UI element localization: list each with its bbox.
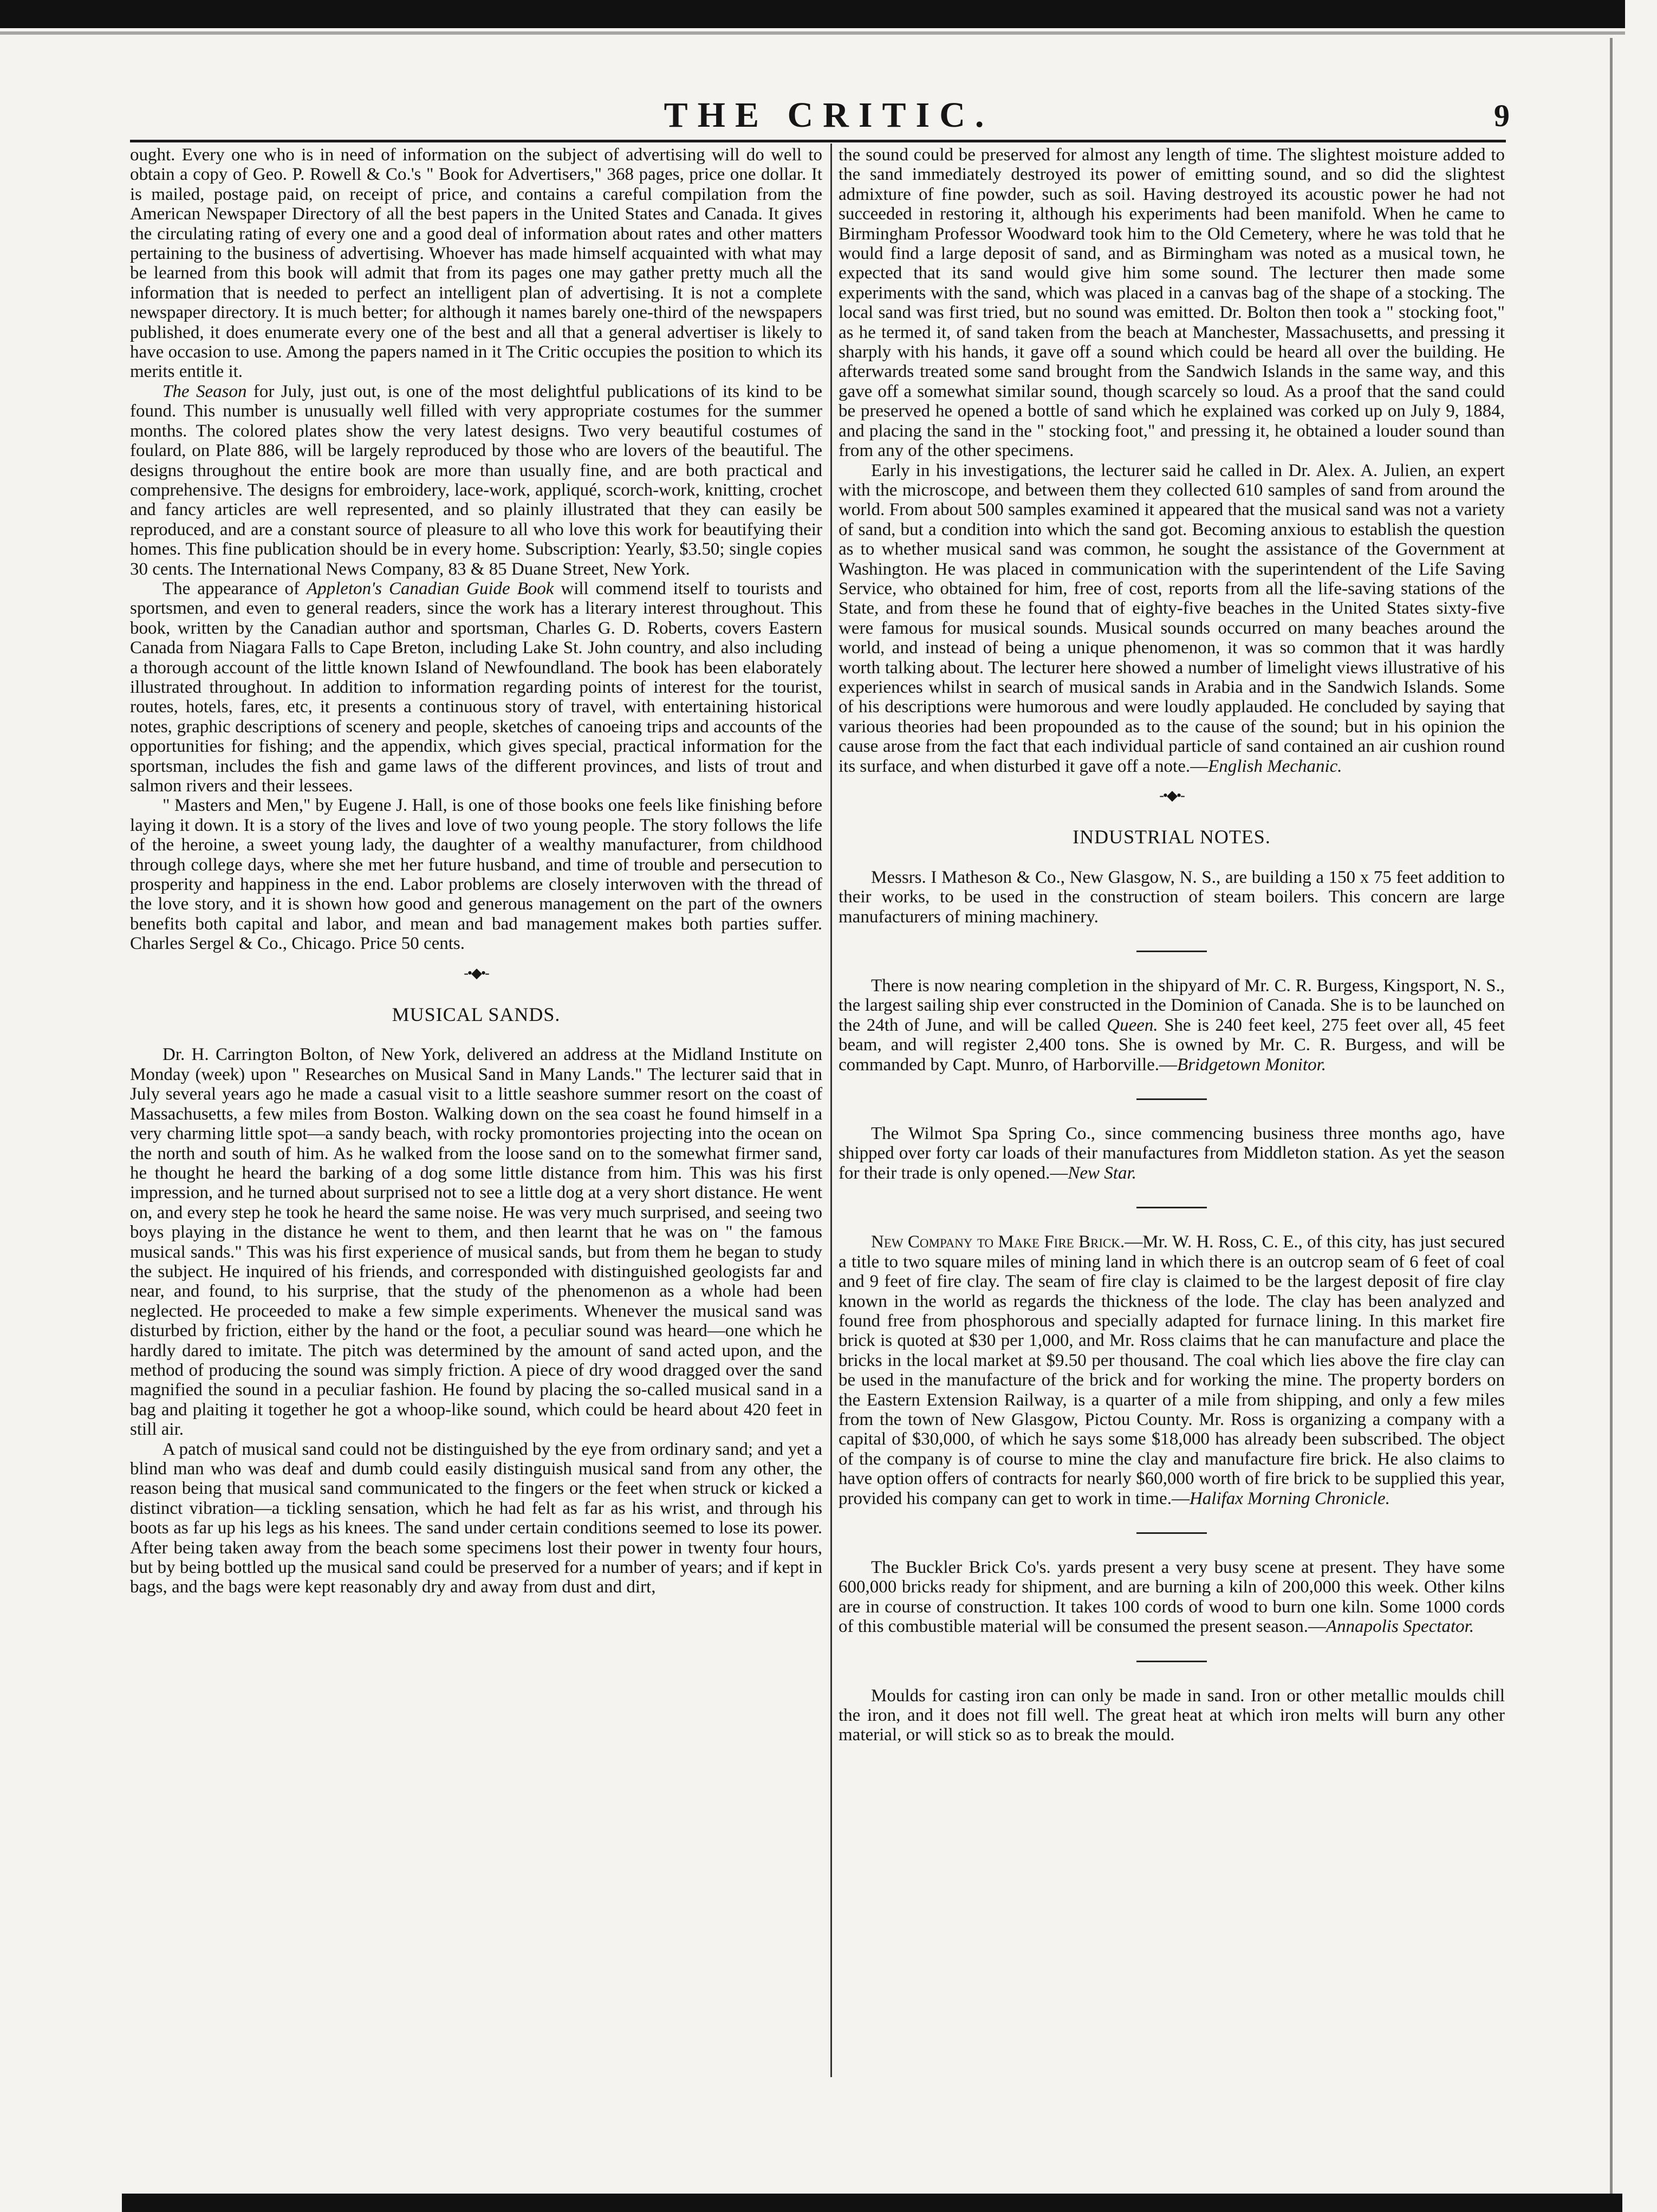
section-heading-industrial-notes: INDUSTRIAL NOTES.	[1073, 826, 1271, 848]
page-number: 9	[1494, 98, 1510, 133]
title-appleton-guide: Appleton's Canadian Guide Book	[306, 578, 554, 598]
masthead-title: THE CRITIC.	[664, 95, 994, 135]
note-separator	[1136, 1532, 1207, 1534]
note-separator	[1136, 1661, 1207, 1662]
note-wilmot-spa: The Wilmot Spa Spring Co., since commencing business three months ago, have shipped over forty car loads of their manufactures from Middleton station. As yet the season for their trade is only opened.—New Star.	[839, 1124, 1505, 1183]
scan-border-top-faint	[0, 31, 1625, 35]
source-halifax-chronicle: Halifax Morning Chronicle.	[1189, 1488, 1390, 1508]
title-the-season: The Season	[163, 381, 247, 401]
ornament-divider: -•◆•-	[464, 965, 489, 981]
note-moulds: Moulds for casting iron can only be made in sand. Iron or other metallic moulds chill the iron, and it does not fill well. The great heat at which iron melts will burn any other material, or will stick so as to break the mould.	[839, 1686, 1505, 1745]
note-burgess-ship: There is now nearing completion in the shipyard of Mr. C. R. Burgess, Kingsport, N. S., the largest sailing ship ever constructed in the Dominion of Canada. She is to be launched on the 24th of June, and will be called Queen. She is 240 feet keel, 275 feet over all, 45 feet beam, and will register 2,400 tons. She is owned by Mr. C. R. Burgess, and will be commanded by Capt. Munro, of Harborville.—Bridgetown Monitor.	[839, 976, 1505, 1075]
paragraph-the-season: The Season for July, just out, is one of the most delightful publications of its kind to be found. This number is unusually well filled with very appropriate costumes for the summer months. The colored plates show the very latest designs. Two very beautiful costumes of foulard, on Plate 886, will be largely reproduced by those who are lovers of the beautiful. The designs throughout the entire book are more than usually fine, and are both practical and comprehensive. The designs for embroidery, lace-work, appliqué, scorch-work, knitting, crochet and fancy articles are well represented, and so plainly illustrated that they can easily be reproduced, and are a constant source of pleasure to all who love this work for beautifying their homes. This fine publication should be in every home. Subscription: Yearly, $3.50; single copies 30 cents. The International News Company, 83 & 85 Duane Street, New York.	[130, 381, 823, 579]
source-english-mechanic: English Mechanic.	[1208, 756, 1342, 776]
scan-border-top	[0, 0, 1625, 28]
paragraph-masters-and-men: " Masters and Men," by Eugene J. Hall, is one of those books one feels like finishing before laying it down. It is a story of the lives and love of two young people. The story follows the life of the heroine, a sweet young lady, the daughter of a wealthy manufacturer, from childhood through college days, where she met her future husband, and time of trouble and persecution to prosperity and happiness in the end. Labor problems are closely interwoven with the thread of the love story, and it is shown how good and generous management on the part of the owners benefits both capital and labor, and mean and bad management makes both parties suffer. Charles Sergel & Co., Chicago. Price 50 cents.	[130, 796, 822, 954]
note-buckler-brick: The Buckler Brick Co's. yards present a very busy scene at present. They have some 600,000 bricks ready for shipment, and are burning a kiln of 200,000 this week. Other kilns are in course of construction. It takes 100 cords of wood to burn one kiln. Some 1000 cords of this combustible material will be consumed the present season.—Annapolis Spectator.	[839, 1557, 1505, 1637]
note-separator	[1136, 1098, 1207, 1100]
section-heading-musical-sands: MUSICAL SANDS.	[392, 1004, 561, 1026]
paragraph-appleton-guide: The appearance of Appleton's Canadian Guide Book will commend itself to tourists and sportsmen, and even to general readers, since the work has a literary interest throughout. This book, written by the Canadian author and sportsman, Charles G. D. Roberts, covers Eastern Canada from Niagara Falls to Cape Breton, including Lake St. John country, and also including a thorough account of the little known Island of Newfoundland. The book has been elaborately illustrated throughout. In addition to information regarding points of interest for the tourist, routes, hotels, fares, etc, it presents a continuous story of travel, with entertaining historical notes, graphic descriptions of scenery and people, sketches of canoeing trips and accounts of the opportunities for fishing; and the appendix, which gives special, practical information for the sportsman, includes the fish and game laws of the different provinces, and lists of trout and salmon rivers and their lessees.	[130, 578, 822, 796]
note-separator	[1136, 951, 1207, 952]
paragraph-musical-sands-1: Dr. H. Carrington Bolton, of New York, delivered an address at the Midland Institute on Monday (week) upon " Researches on Musical Sand in Many Lands." The lecturer said that in July several years ago he made a casual visit to a little seashore summer resort on the coast of Massachusetts, a few miles from Boston. Walking down on the sea coast he found himself in a very charming little spot—a sandy beach, with rocky promontories projecting into the ocean on the north and south of him. As he walked from the loose sand on to the somewhat firmer sand, he thought he heard the barking of a dog some little distance from him. This was his first impression, and he turned about surprised not to see a little dog at a very short distance. He went on, and every step he took he heard the same noise. He was very much surprised, and seeing two boys playing in the distance he went to them, and then learnt that he was on " the famous musical sands." This was his first experience of musical sands, but from them he began to study the subject. He inquired of his friends, and corresponded with distinguished geologists far and near, and found, to his surprise, that the study of the phenomenon as a whole had been neglected. He proceeded to make a few simple experiments. Whenever the musical sand was disturbed by friction, either by the hand or the foot, a peculiar sound was heard—one which he hardly dared to imitate. The pitch was determined by the amount of sand acted upon, and the method of producing the sound was simply friction. A piece of dry wood dragged over the sand magnified the sound in a peculiar fashion. He found by placing the so-called musical sand in a bag and plaiting it together he got a whoop-like sound, which could be heard about 420 feet in still air.	[130, 1045, 822, 1440]
paragraph-musical-sands-3: the sound could be preserved for almost any length of time. The slightest moisture added to the sand immediately destroyed its power of emitting sound, and so did the slightest admixture of fine powder, such as soil. Having destroyed its acoustic power he had not succeeded in restoring it, although his experiments had been manifold. When he came to Birmingham Professor Woodward took him to the Old Cemetery, where he was told that he would find a large deposit of sand, and as Birmingham was noted as a musical town, he expected that its sand would give him some sound. The lecturer then made some experiments with the sand, which was placed in a canvas bag of the shape of a stocking. The local sand was first tried, but no sound was emitted. Dr. Bolton then took a " stocking foot," as he termed it, of sand taken from the beach at Manchester, Massachusetts, and pressing it sharply with his hands, it gave off a sound which could be heard all over the building. He afterwards treated some sand brought from the Sandwich Islands in the same way, and this gave off a somewhat similar sound, though scarcely so loud. As a proof that the sand could be preserved he opened a bottle of sand which he explained was corked up on July 9, 1884, and placing the sand in the " stocking foot," and pressing it, he obtained a louder sound than from any of the other specimens.	[839, 145, 1505, 461]
column-divider	[830, 144, 832, 2077]
header-rule	[130, 140, 1506, 142]
note-fire-brick-lead: New Company to Make Fire Brick.	[871, 1232, 1125, 1252]
scan-border-right	[1610, 38, 1613, 2194]
scan-border-bottom	[122, 2194, 1622, 2212]
paragraph-rowell-book: ought. Every one who is in need of information on the subject of advertising will do well to obtain a copy of Geo. P. Rowell & Co.'s " Book for Advertisers," 368 pages, price one dollar. It is mailed, postage paid, on receipt of price, and contains a careful compilation from the American Newspaper Directory of all the best papers in the United States and Canada. It gives the circulating rating of every one and a good deal of information about rates and other matters pertaining to the business of advertising. Whoever has made himself acquainted with what may be learned from this book will admit that from its pages one may gather pretty much all the information that is needed to perfect an intelligent plan of advertising. It is not a complete newspaper directory. It is much better; for although it names barely one-third of the newspapers published, it does enumerate every one of the best and all that a general advertiser is likely to have occasion to use. Among the papers named in it The Critic occupies the position to which its merits entitle it.	[130, 145, 822, 382]
source-annapolis-spectator: Annapolis Spectator.	[1325, 1617, 1474, 1637]
paragraph-musical-sands-2: A patch of musical sand could not be distinguished by the eye from ordinary sand; and yet a blind man who was deaf and dumb could easily distinguish musical sand from any other, the reason being that musical sand communicated to the fingers or the feet when struck or kicked a distinct vibration—a tickling sensation, which he had felt as far as his wrist, and through his boots as far up his legs as his knees. The sand under certain conditions seemed to lose its power. After being taken away from the beach some specimens lost their power in twenty four hours, but by being bottled up the musical sand could be preserved for a number of years; and if kept in bags, and the bags were kept reasonably dry and away from dust and dirt,	[130, 1439, 822, 1597]
source-new-star: New Star.	[1068, 1163, 1136, 1183]
left-column	[130, 145, 822, 1597]
source-bridgetown-monitor: Bridgetown Monitor.	[1177, 1055, 1327, 1075]
note-matheson: Messrs. I Matheson & Co., New Glasgow, N. S., are building a 150 x 75 feet addition to their works, to be used in the construction of steam boilers. This concern are large manufacturers of mining machinery.	[839, 867, 1505, 927]
paragraph-musical-sands-4: Early in his investigations, the lecturer said he called in Dr. Alex. A. Julien, an expert with the microscope, and between them they collected 610 samples of sand from around the world. From about 500 samples examined it appeared that the musical sand was not a variety of sand, but a condition into which the sand got. Becoming anxious to establish the question as to whether musical sand was common, he sought the assistance of the Government at Washington. He was placed in communication with the superintendent of the Life Saving Service, who obtained for him, free of cost, reports from all the life-saving stations of the State, and from these he found that of eighty-five beaches in the United States sixty-five were famous for musical sounds. Musical sounds occurred on many beaches around the world, and instead of being a unique phenomenon, it was so common that it was hardly worth talking about. The lecturer here showed a number of limelight views illustrative of his experiences whilst in search of musical sands in Arabia and in the Sandwich Islands. Some of his descriptions were humorous and were loudly applauded. He concluded by saying that various theories had been propounded as to the cause of the sound; but in his opinion the cause arose from the fact that each individual particle of sand contained an air cushion round its surface, and when disturbed it gave off a note.—English Mechanic.	[839, 460, 1505, 776]
note-fire-brick: New Company to Make Fire Brick.—Mr. W. H. Ross, C. E., of this city, has just secured a title to two square miles of mining land in which there is an outcrop seam of 6 feet of coal and 9 feet of fire clay. The seam of fire clay is claimed to be the largest deposit of fire clay known in the world as regards the thickness of the lode. The clay has been analyzed and found free from phosphorous and specially adapted for furnace lining. In this market fire brick is quoted at $30 per 1,000, and Mr. Ross claims that he can manufacture and place the bricks in the local market at $9.50 per thousand. The coal which lies above the fire clay can be used in the manufacture of the brick and for working the mine. The property borders on the Eastern Extension Railway, is a quarter of a mile from shipping, and only a few miles from the town of New Glasgow, Pictou County. Mr. Ross is organizing a company with a capital of $30,000, of which he says some $18,000 has already been subscribed. The object of the company is of course to mine the clay and manufacture fire brick. He also claims to have option offers of contracts for nearly $60,000 worth of fire brick to be supplied this year, provided his company can get to work in time.—Halifax Morning Chronicle.	[839, 1232, 1505, 1508]
ship-name: Queen.	[1107, 1015, 1158, 1035]
ornament-divider: -•◆•-	[1159, 788, 1184, 803]
right-column	[839, 145, 1505, 1745]
note-separator	[1136, 1207, 1207, 1208]
